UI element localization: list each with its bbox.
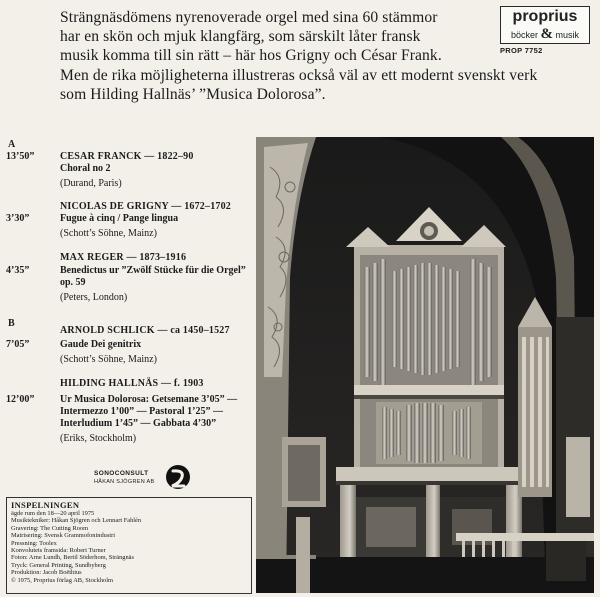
logo-ampersand: & bbox=[540, 26, 553, 42]
credit-line: Musiktekniker: Håkan Sjögren och Lennart Fahlén bbox=[11, 517, 142, 525]
track-publisher: (Peters, London) bbox=[60, 292, 128, 303]
sonoconsult-name: SONOCONSULT bbox=[94, 470, 149, 477]
track-publisher: (Schott’s Söhne, Mainz) bbox=[60, 354, 157, 365]
track-duration: 7’05” bbox=[6, 339, 30, 350]
intro-line: Men de rika möjligheterna illustreras också väl av ett modernt svenskt verk bbox=[60, 66, 538, 84]
intro-text bbox=[60, 8, 538, 104]
intro-line: Strängnäsdömens nyrenoverade orgel med sina 60 stämmor bbox=[60, 9, 438, 26]
track-duration: 4’35” bbox=[6, 265, 30, 276]
track-publisher: (Eriks, Stockholm) bbox=[60, 433, 137, 444]
credit-line: Produktion: Jacob Boëthius bbox=[11, 569, 82, 577]
credit-line: Konvolutets framsida: Robert Turner bbox=[11, 547, 106, 555]
track-publisher: (Schott’s Söhne, Mainz) bbox=[60, 228, 157, 239]
sonoconsult-mark-icon bbox=[164, 462, 192, 492]
credits-title: INSPELNINGEN bbox=[11, 500, 80, 510]
proprius-logo bbox=[500, 6, 590, 55]
track-work: Intermezzo 1’00” — Pastoral 1’25” — bbox=[60, 406, 224, 417]
track-work: Ur Musica Dolorosa: Getsemane 3’05” — bbox=[60, 394, 238, 405]
intro-line: har en skön och mjuk klangfärg, som särskilt låter fransk bbox=[60, 28, 421, 46]
track-publisher: (Durand, Paris) bbox=[60, 178, 122, 189]
track-work: Fugue à cinq / Pange lingua bbox=[60, 213, 179, 224]
catalog-number: PROP 7752 bbox=[500, 46, 543, 55]
track-work: Choral no 2 bbox=[60, 163, 111, 174]
logo-sub-left: böcker bbox=[510, 30, 538, 40]
credit-line: Matrisering: Svensk Grammofonindustri bbox=[11, 532, 116, 540]
sonoconsult-company: HÅKAN SJÖGREN AB bbox=[94, 479, 155, 485]
side-b-label: B bbox=[8, 318, 15, 329]
intro-line: som Hilding Hallnäs’ ”Musica Dolorosa”. bbox=[60, 85, 326, 103]
credits-lines bbox=[11, 510, 141, 584]
track-composer: CESAR FRANCK — 1822–90 bbox=[60, 151, 194, 162]
track-duration: 13’50” bbox=[6, 151, 35, 162]
track-work: Interludium 1’45” — Gabbata 4’30” bbox=[60, 418, 217, 429]
credit-line: © 1975, Proprius förlag AB, Stockholm bbox=[11, 576, 113, 584]
track-duration: 3’30” bbox=[6, 213, 30, 224]
logo-sub-right: musik bbox=[555, 30, 580, 40]
track-work: Gaude Dei genitrix bbox=[60, 339, 142, 350]
track-work: op. 59 bbox=[60, 277, 86, 288]
credit-line: ägde rum den 18—20 april 1975 bbox=[11, 510, 95, 517]
logo-subtitle bbox=[501, 26, 589, 43]
credit-line: Gravering: The Cutting Room bbox=[11, 524, 89, 532]
logo-name: proprius bbox=[512, 8, 578, 25]
credit-line: Pressning: Toolex bbox=[11, 539, 57, 547]
track-composer: NICOLAS DE GRIGNY — 1672–1702 bbox=[60, 201, 232, 212]
credit-line: Foton: Arne Lundh, Bertil Söderhom, Strängnäs bbox=[11, 554, 135, 562]
organ-photograph bbox=[256, 137, 594, 593]
intro-line: musik komma till sin rätt – här hos Grigny och César Frank. bbox=[60, 47, 442, 65]
sonoconsult-logo bbox=[94, 466, 254, 492]
track-composer: MAX REGER — 1873–1916 bbox=[60, 252, 187, 263]
track-duration: 12’00” bbox=[6, 394, 35, 405]
credits-box bbox=[6, 497, 252, 594]
side-a-label: A bbox=[8, 139, 16, 150]
track-composer: HILDING HALLNÄS — f. 1903 bbox=[60, 378, 204, 389]
credit-line: Tryck: General Printing, Sundbyberg bbox=[11, 561, 106, 569]
track-composer: ARNOLD SCHLICK — ca 1450–1527 bbox=[60, 325, 230, 336]
logo-box bbox=[500, 6, 590, 44]
track-work: Benedictus ur ”Zwölf Stücke für die Orgel” bbox=[60, 265, 246, 276]
